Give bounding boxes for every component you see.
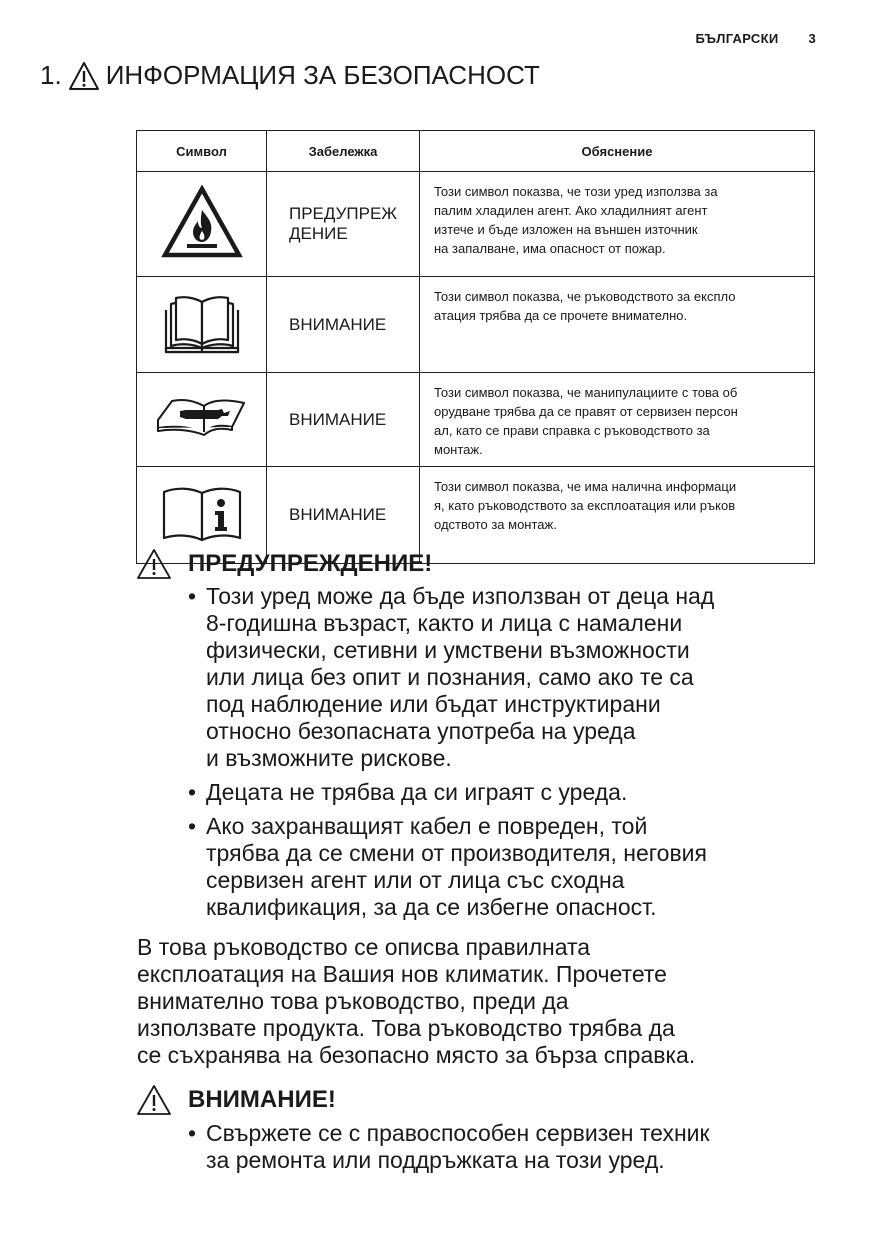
intro-paragraph: В това ръководство се описва правилната експлоатация на Вашия нов климатик. Прочетете внимателно това ръководство, преди да използвате продукта. Това ръководство трябва да се съхранява на безопасно място за бърза справка. xyxy=(137,934,696,1068)
explanation-cell: Този символ показва, че този уред използва за палим хладилен агент. Ако хладилният агент изтече и бъде изложен на външен източник на запалване, има опасност от пожар. xyxy=(420,172,815,277)
table-header-row xyxy=(137,131,815,172)
table-row xyxy=(137,277,815,373)
header-explanation: Обяснение xyxy=(420,131,815,172)
warning-triangle-icon xyxy=(136,1084,172,1116)
section-heading: ИНФОРМАЦИЯ ЗА БЕЗОПАСНОСТ xyxy=(105,60,540,90)
caution-list xyxy=(188,1120,710,1181)
list-item: • Този уред може да бъде използван от деца над 8-годишна възраст, както и лица с намалени физически, сетивни и умствени възможности или лица без опит и познания, само ако те са под наблюдение или бъдат инструктирани относно безопасната употреба на уреда и възможните рискове. xyxy=(188,583,714,772)
section-number: 1. xyxy=(40,60,62,90)
service-manual-wrench-icon xyxy=(156,394,248,440)
warning-heading xyxy=(136,548,432,580)
information-manual-icon xyxy=(161,484,243,542)
page-number: 3 xyxy=(808,31,816,46)
list-item: • Ако захранващият кабел е повреден, той трябва да се смени от производителя, неговия сервизен агент или от лица със сходна квалификация, за да се избегне опасност. xyxy=(188,813,714,921)
note-cell: ВНИМАНИЕ xyxy=(267,373,420,467)
note-cell: ПРЕДУПРЕЖ ДЕНИЕ xyxy=(267,172,420,277)
note-cell: ВНИМАНИЕ xyxy=(267,277,420,373)
operation-manual-icon xyxy=(163,290,241,354)
header-symbol: Символ xyxy=(137,131,267,172)
warning-triangle-icon xyxy=(68,61,100,91)
warning-triangle-icon xyxy=(136,548,172,580)
list-item: • Свържете се с правоспособен сервизен техник за ремонта или поддръжката на този уред. xyxy=(188,1120,710,1174)
caution-heading xyxy=(136,1084,336,1116)
symbol-cell xyxy=(137,172,267,277)
warning-list xyxy=(188,583,714,928)
table-row xyxy=(137,373,815,467)
explanation-cell: Този символ показва, че има налична информаци я, като ръководството за експлоатация или ръков одството за монтаж. xyxy=(420,467,815,564)
symbol-cell xyxy=(137,277,267,373)
note-cell: ВНИМАНИЕ xyxy=(267,467,420,564)
explanation-cell: Този символ показва, че манипулациите с това об орудване трябва да се правят от сервизен персон ал, като се прави справка с ръководството за монтаж. xyxy=(420,373,815,467)
symbols-table xyxy=(136,130,815,564)
page-header xyxy=(696,31,816,46)
flammable-warning-icon xyxy=(161,185,243,259)
table-row xyxy=(137,172,815,277)
explanation-cell: Този символ показва, че ръководството за експло атация трябва да се прочете внимателно. xyxy=(420,277,815,373)
symbol-cell xyxy=(137,373,267,467)
language-label: БЪЛГАРСКИ xyxy=(695,31,779,46)
header-note: Забележка xyxy=(267,131,420,172)
section-title xyxy=(40,60,540,91)
list-item: • Децата не трябва да си играят с уреда. xyxy=(188,779,714,806)
warning-title: ПРЕДУПРЕЖДЕНИЕ! xyxy=(188,550,433,577)
caution-title: ВНИМАНИЕ! xyxy=(188,1086,336,1113)
